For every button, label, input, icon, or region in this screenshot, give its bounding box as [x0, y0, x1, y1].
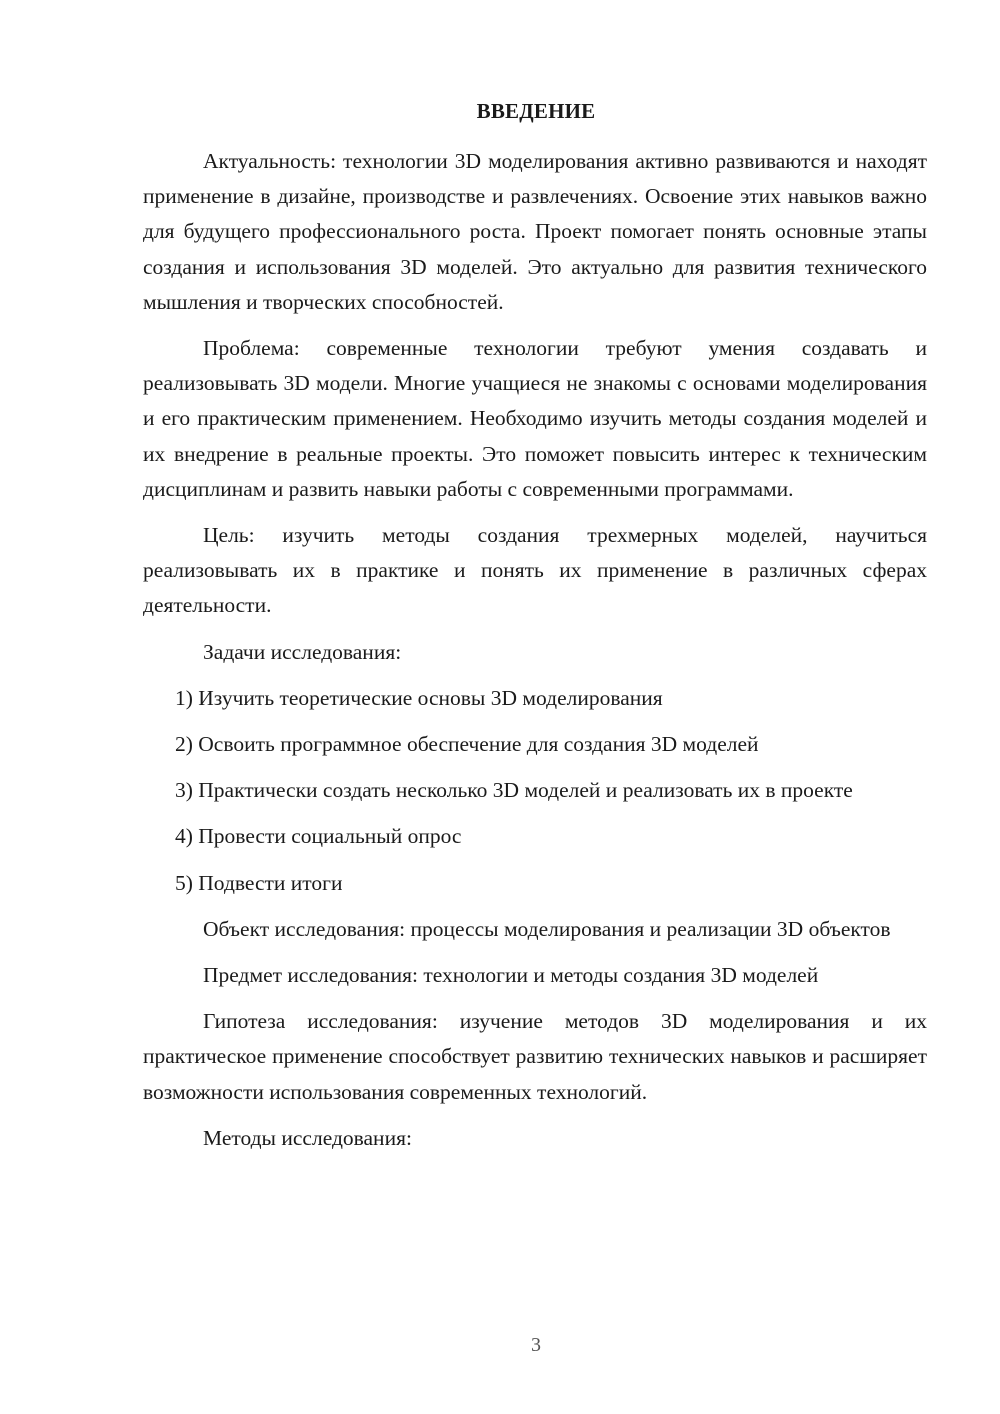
- task-item-4: 4) Провести социальный опрос: [175, 824, 462, 849]
- paragraph-goal: Цель: изучить методы создания трехмерных моделей, научиться реализовывать их в практике и понять их применение в различных сферах деятельности.: [143, 523, 927, 618]
- paragraph-hypothesis: Гипотеза исследования: изучение методов 3D моделирования и их практическое применение способствует развитию технических навыков и расширяет возможности использования современных технологий.: [143, 1009, 927, 1104]
- paragraph-object: Объект исследования: процессы моделирования и реализации 3D объектов: [203, 916, 891, 941]
- page-number: 3: [531, 1334, 541, 1356]
- paragraph-tasks-heading: Задачи исследования:: [203, 639, 402, 664]
- document-body: [143, 144, 927, 1167]
- paragraph-problem: Проблема: современные технологии требуют умения создавать и реализовывать 3D модели. Многие учащиеся не знакомы с основами моделирования и его практическим применением. Необходимо изучить методы создания моделей и их внедрение в реальные проекты. Это поможет повысить интерес к техническим дисциплинам и развить навыки работы с современными программами.: [143, 336, 927, 501]
- paragraph-methods: Методы исследования:: [203, 1125, 412, 1150]
- paragraph-relevance: Актуальность: технологии 3D моделирования активно развиваются и находят применение в дизайне, производстве и развлечениях. Освоение этих навыков важно для будущего профессионального роста. Проект помогает понять основные этапы создания и использования 3D моделей. Это актуально для развития технического мышления и творческих способностей.: [143, 149, 927, 314]
- task-item-1: 1) Изучить теоретические основы 3D моделирования: [175, 685, 663, 710]
- task-item-5: 5) Подвести итоги: [175, 870, 343, 895]
- task-item-2: 2) Освоить программное обеспечение для создания 3D моделей: [175, 732, 759, 757]
- paragraph-subject: Предмет исследования: технологии и методы создания 3D моделей: [203, 963, 819, 988]
- task-item-3: 3) Практически создать несколько 3D моделей и реализовать их в проекте: [175, 778, 853, 803]
- page-title: ВВЕДЕНИЕ: [476, 99, 596, 123]
